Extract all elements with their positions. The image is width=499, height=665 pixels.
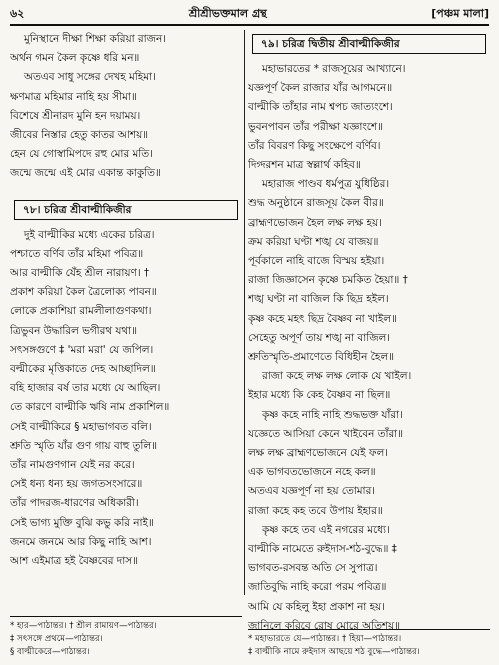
verse-line: সেই ধন্য ধন্য হয় জগতসংসারে॥ <box>10 478 143 491</box>
verse-line: তাঁর পাদরজ-ধারণের অধিকারী। <box>10 497 139 510</box>
footnote: * হার—পাঠান্তর। † শ্রীল রামায়ণ—পাঠান্তর। <box>10 621 157 631</box>
verse-line: বিশেষে শ্রীনারদ মুনি হন দয়াময়। <box>10 109 141 122</box>
page-header <box>10 4 489 26</box>
verse-line: শঙ্খ ঘণ্টা না বাজিল কি ছিদ্র হইল। <box>248 293 389 306</box>
verse-line: মহারাজ পাণ্ডব ধর্মপুত্র যুধিষ্ঠির। <box>262 178 390 191</box>
verse-line: আশ এইমাত্র হই বৈষ্ণবের দাস॥ <box>10 555 138 568</box>
verse-line: যজ্ঞপূর্ণ কৈল রাজার যাঁর আগমনে॥ <box>248 82 393 95</box>
footnote: ‡ বাল্মীকি নামে রুইদাস আছয়ে শঠ বুদ্ধে—পাঠান্তর। <box>248 647 420 657</box>
verse-line: লক্ষ লক্ষ ব্রাহ্মণভোজনে যেই ফল। <box>248 447 388 460</box>
verse-line: তাঁর বিবরণ কিছু সংক্ষেপে বর্ণিব। <box>248 139 381 152</box>
chapter-heading: ৭৯। চরিত্র দ্বিতীয় শ্রীবাল্মীকিজীর <box>252 34 486 54</box>
verse-line: শ্রুতিস্মৃতি-প্রমাণেতে বিধিহীন হৈল॥ <box>248 351 394 364</box>
verse-line: পূর্বকালে নাহি বাজে বিস্ময় হইয়া। <box>248 255 385 268</box>
left-column <box>10 30 242 657</box>
footnotes-left <box>10 616 242 659</box>
verse-line: কৃষ্ণ কহে তব এই নগরের মধ্যে। <box>262 523 390 536</box>
verse-line: ইহার মধ্যে কি কেহ বৈষ্ণব না ছিল॥ <box>248 389 391 402</box>
verse-line: অর্থন গমন কৈল কৃষ্ণে ধরি মন॥ <box>10 52 140 65</box>
verse-line: লোকে প্রকাশিয়া রামলীলাগুণকথা। <box>10 305 152 318</box>
verse-line: বাল্মীকি তাঁহার নাম শ্বপচ জাত্যংশে। <box>248 101 393 114</box>
verse-line: জন্মে জন্মে এই মোর একান্ত কাকুতি॥ <box>10 167 161 180</box>
verse-line: রাজা জিজ্ঞাসেন কৃষ্ণে চমকিত হৈয়া॥ † <box>248 274 408 287</box>
verse-line: দুই বাল্মীকির মধ্যে একের চরিত্র। <box>24 228 155 241</box>
verse-line: রাজা কহে লক্ষ লক্ষ লোক যে খাইল। <box>262 370 412 383</box>
verse-line: জীবের নিস্তার হেতু কাতর আশয়॥ <box>10 129 149 142</box>
verse-line: কৃষ্ণ কহে নাহি নাহি শুদ্ধভক্ত যাঁরা। <box>262 408 403 421</box>
verse-line: ক্ষণমাত্র মহিমার নাহি হয় সীমা॥ <box>10 90 137 103</box>
verse-line: জাতিবুদ্ধি নাহি করো পরম পবিত্র॥ <box>248 581 387 594</box>
verse-line: অতএব যজ্ঞপূর্ণ না হয় তোমার। <box>248 485 375 498</box>
footnote: § বাল্মীকেরে—পাঠান্তর। <box>10 647 90 657</box>
verse-line: সৎসঙ্গগুণে ‡ 'মরা মরা' যে জপিল। <box>10 343 154 356</box>
verse-line: বাল্মীকি নামেতে রুইদাস-শঠ-বুদ্ধে॥ ‡ <box>248 543 397 556</box>
verse-line: বল্মীকের মৃত্তিকাতে দেহ আচ্ছাদিল॥ <box>10 363 156 376</box>
verse-line: ব্রাহ্মণভোজন হৈল লক্ষ লক্ষ হয়। <box>248 216 382 229</box>
verse-line: মহাভারতের * রাজসূয়ের আখ্যানে। <box>262 63 406 75</box>
verse-line: সেই বাল্মীকিরে § মহাভাগবত বলি। <box>10 420 152 433</box>
verse-line: সেই ভাগ্য মুক্তি বুঝি কভু করি নাই॥ <box>10 516 154 529</box>
verse-line: পশ্চাতে বর্ণিব তাঁর মহিমা পবিত্র॥ <box>10 247 144 260</box>
verse-line: ভাগবত-রসবন্ত অতি সে সুপাত্র। <box>248 562 378 575</box>
verse-line: তাঁর নামগুণগান যেই নর করে। <box>10 459 135 472</box>
verse-line: ত্রিভুবন উদ্ধারিল ভগীরথ যথা॥ <box>10 324 137 337</box>
verse-line: ভুবনপাবন তাঁর পরীক্ষা যজ্ঞাংশে॥ <box>248 120 384 133</box>
right-verse-block <box>248 60 490 636</box>
verse-line: ক্রম করিয়া ঘণ্টা শঙ্খ যে বাজয়॥ <box>248 235 379 248</box>
verse-line: জানিলে করিবে রোষ মোরে অতিশয়॥ <box>248 619 401 632</box>
section-label: [পঞ্চম মালা] <box>431 6 489 20</box>
verse-line: বহি হাজার বর্ষ তার মধ্যে যে আছিল। <box>10 382 161 395</box>
right-column <box>248 30 490 657</box>
verse-line: আর বাল্মীকি যেঁহ শ্রীল নারায়ণ। † <box>10 267 150 280</box>
verse-line: জনমে জনমে আর কিছু নাহি আশ। <box>10 535 152 548</box>
verse-line: দিগ্দরশন মাত্র স্বল্লার্থ কহিব॥ <box>248 159 361 172</box>
verse-line: শ্রুতি স্মৃতি যাঁর গুণ গায় বাহু তুলি॥ <box>10 439 157 452</box>
verse-line: আমি যে কহিলু ইহা প্রকাশ না হয়। <box>248 600 385 613</box>
page-number: ৬২ <box>10 6 25 20</box>
verse-line: যজ্ঞেতে আসিয়া কেনে খাইবেন তাঁরা॥ <box>248 427 404 440</box>
verse-line: শুদ্ধ অনুষ্ঠানে রাজসূয় কৈল বীর॥ <box>248 197 384 210</box>
footnotes-right <box>248 629 490 659</box>
chapter-heading: ৭৮। চরিত্র শ্রীবাল্মীকিজীর <box>14 200 238 220</box>
verse-line: তে কারণে বাল্মীকি ঋষি নাম প্রকাশিল॥ <box>10 401 170 414</box>
verse-line: প্রকাশ করিয়া কৈল ত্রৈলোক্য পাবন॥ <box>10 286 157 299</box>
footnote: ‡ সৎসঙ্গে প্রথমে—পাঠান্তর। <box>10 634 103 644</box>
verse-line: রাজা কহে কহ তবে উপায় ইহার॥ <box>248 504 383 517</box>
verse-line: হেন যে গোস্বামিপদে রহু মোর মতি। <box>10 148 153 161</box>
column-divider <box>244 30 245 595</box>
verse-line: সেহেতু অপূর্ণ তায় শঙ্খ না বাজিল। <box>248 331 390 344</box>
footnote: * মহাভারতে যে—পাঠান্তর। † হিয়া—পাঠান্তর। <box>248 634 402 644</box>
verse-line: অতএব সাধু সঙ্গের দেখহ মহিমা। <box>24 71 156 84</box>
verse-line: মুনিস্থানে দীক্ষা শিক্ষা করিয়া রাজন। <box>24 33 166 45</box>
verse-line: এক ভাগবতভোজনে নহে কল॥ <box>248 466 376 479</box>
book-title: শ্রীশ্রীভক্তমাল গ্রন্থ <box>188 6 267 20</box>
verse-line: কৃষ্ণ কহে মহৎ ছিদ্র বৈষ্ণব না খাইল॥ <box>248 312 397 325</box>
